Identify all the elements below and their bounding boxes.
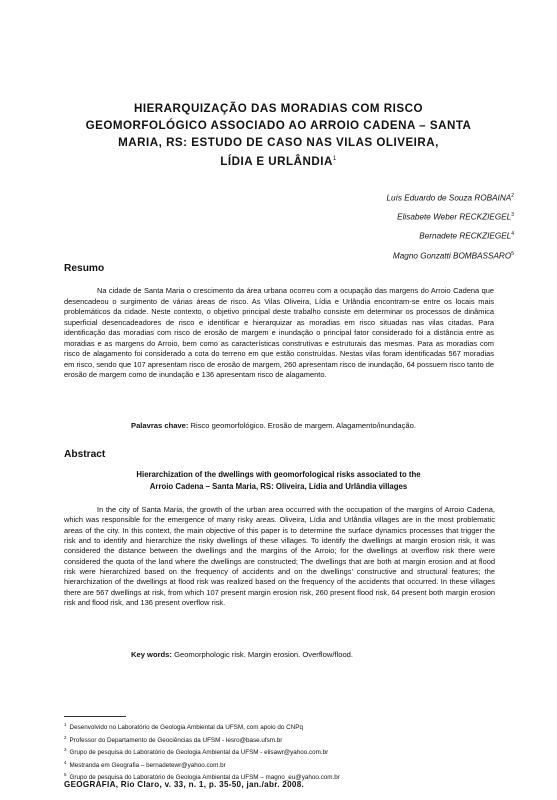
title-line bbox=[80, 151, 477, 170]
abstract-keywords bbox=[131, 650, 353, 659]
footnote-text: Grupo de pesquisa do Laboratório de Geologia Ambiental da UFSM – magno_eu@yahoo.com.br bbox=[69, 774, 340, 782]
keywords-label: Palavras chave: bbox=[131, 421, 189, 430]
title-line: HIERARQUIZAÇÃO DAS MORADIAS COM RISCO bbox=[133, 102, 424, 115]
footnote-separator bbox=[64, 716, 126, 717]
resumo-heading: Resumo bbox=[64, 263, 105, 274]
author bbox=[387, 246, 515, 265]
footnote-mark: 5 bbox=[64, 772, 67, 777]
paper-title bbox=[80, 100, 477, 170]
author-name: Elisabete Weber RECKZIEGEL bbox=[397, 212, 512, 222]
author-name: Bernadete RECKZIEGEL bbox=[419, 232, 512, 242]
footnote-text: Grupo de pesquisa do Laboratório de Geologia Ambiental da UFSM - elisawr@yahoo.com.br bbox=[69, 749, 329, 757]
keywords-text: Geomorphologic risk. Margin erosion. Overflow/flood. bbox=[174, 650, 354, 659]
footnote-mark: 2 bbox=[64, 734, 67, 740]
footnotes bbox=[64, 720, 504, 783]
author-footnote-mark: 5 bbox=[511, 250, 514, 257]
footnote-text: Professor do Departamento de Geociências da UFSM - lesro@base.ufsm.br bbox=[69, 736, 283, 744]
footnote bbox=[64, 745, 504, 758]
footnote-text: Desenvolvido no Laboratório de Geologia Ambiental da UFSM, com apoio do CNPq bbox=[69, 724, 303, 732]
author-list bbox=[387, 188, 515, 265]
author bbox=[387, 207, 515, 226]
author-name: Magno Gonzatti BOMBASSARO bbox=[392, 251, 512, 261]
journal-citation: GEOGRAFIA, Rio Claro, v. 33, n. 1, p. 35-50, jan./abr. 2008. bbox=[64, 780, 305, 789]
footnote-mark: 3 bbox=[64, 747, 67, 752]
footnote bbox=[64, 720, 504, 733]
abstract-title-line: Hierarchization of the dwellings with geomorfological risks associated to the bbox=[136, 470, 421, 479]
title-line: MARIA, RS: ESTUDO DE CASO NAS VILAS OLIVEIRA, bbox=[118, 136, 439, 149]
author-footnote-mark: 4 bbox=[511, 231, 514, 238]
keywords-label: Key words: bbox=[131, 650, 172, 659]
author bbox=[387, 188, 515, 207]
abstract-text: In the city of Santa Maria, the growth of the urban area occurred with the occupation of the margins of Arroio Cadena, which was responsible for the emergence of many risky areas. Oliveira, Lídia and Urlândia villages are in the most problematic areas of the city. In this context, the main objective of this paper is to determine the surface dynamics processes that trigger the risk and to identify and hierarchize the risky dwellings of these villages. To identify the dwellings at margin erosion risk, it was considered the distance between the dwellings and the margins of the Arroio; for the dwellings at overflow risk there were considered the quota of the land where the dwellings are constructed; The dwellings that are both at margin erosion and at flood risk were hierarchized based on the frequency of accidents and on the dwellings’ constructive and structural features; the hierarchization of the dwellings at flood risk was realized based on the frequency of the accidents that occurred. In these villages there are 567 dwellings at risk, from which 107 present margin erosion risk, 260 present flood risk, 64 present both margin erosion risk and flood risk, and 136 present overflow risk. bbox=[64, 505, 495, 608]
resumo-text: Na cidade de Santa Maria o crescimento da área urbana ocorreu com a ocupação das margens do Arroio Cadena que desencadeou o surgimento de várias áreas de risco. As Vilas Oliveira, Lídia e Urlândia encontram-se entre os locais mais problemáticos da cidade. Neste contexto, o objetivo principal deste trabalho consiste em determinar os processos de dinâmica superficial desencadeadores de risco e identificar e hierarquizar as moradias em risco situadas nas vilas citadas. Para identificação das moradias com risco de erosão de margem e inundação o principal fator considerado foi a distância entre as moradias e as margens do Arroio, bem como as características construtivas e estruturais das mesmas. Para as moradias com risco de alagamento foi considerado a cota do terreno em que estão construídas. Nestas vilas foram identificadas 567 moradias em risco, sendo que 107 apresentam risco de erosão de margem, 260 apresentam risco de inundação, 64 possuem risco tanto de erosão de margem como de inundação e 136 apresentam risco de alagamento. bbox=[64, 286, 494, 379]
title-footnote-mark: 1 bbox=[332, 156, 337, 162]
footnote-text: Mestranda em Geografia – bernadetewr@yahoo.com.br bbox=[69, 761, 226, 769]
author-name: Luís Eduardo de Souza ROBAINA bbox=[386, 193, 512, 203]
title-line-text: LÍDIA E URLÂNDIA bbox=[220, 154, 333, 168]
abstract-title-line: Arroio Cadena – Santa Maria, RS: Oliveira, Lídia and Urlândia villages bbox=[149, 481, 408, 491]
author bbox=[387, 226, 515, 245]
abstract-heading: Abstract bbox=[64, 449, 106, 460]
title-line: GEOMORFOLÓGICO ASSOCIADO AO ARROIO CADENA – SANTA bbox=[85, 119, 472, 132]
footnote bbox=[64, 733, 504, 746]
keywords-text: Risco geomorfológico. Erosão de margem. Alagamento/inundação. bbox=[190, 421, 416, 430]
footnote-mark: 4 bbox=[64, 759, 67, 765]
footnote-mark: 1 bbox=[64, 722, 67, 727]
author-footnote-mark: 2 bbox=[511, 193, 514, 199]
abstract-title bbox=[90, 469, 467, 492]
resumo-keywords bbox=[131, 421, 416, 430]
author-footnote-mark: 3 bbox=[511, 212, 514, 219]
footnote bbox=[64, 758, 504, 771]
